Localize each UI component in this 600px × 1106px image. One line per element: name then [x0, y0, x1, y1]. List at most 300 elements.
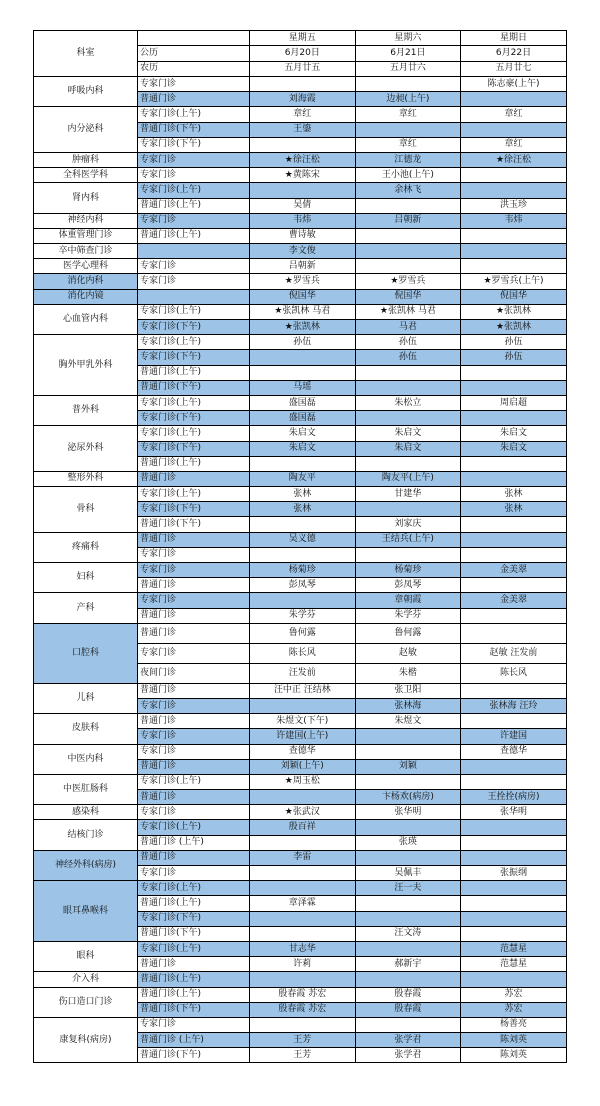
clinic-type: 普通门诊: [138, 608, 250, 623]
doctor-cell: ★黄陈宋: [250, 168, 356, 183]
doctor-cell: 鲁何露: [250, 623, 356, 643]
schedule-row: [34, 881, 567, 896]
doctor-cell: [461, 471, 567, 486]
lunar-date-cell: 五月廿七: [461, 61, 567, 76]
doctor-cell: 马瑶: [250, 380, 356, 395]
doctor-cell: 章红: [461, 137, 567, 152]
doctor-cell: [461, 411, 567, 426]
schedule-row: [34, 487, 567, 502]
header-row-weekday: [34, 31, 567, 46]
department-name: 体重管理门诊: [34, 228, 138, 243]
doctor-cell: 汪中正 汪结林: [250, 683, 356, 698]
doctor-cell: 章泽霖: [250, 896, 356, 911]
clinic-type: 专家门诊(上午): [138, 335, 250, 350]
doctor-cell: [355, 972, 461, 987]
doctor-cell: 洪玉珍: [461, 198, 567, 213]
doctor-cell: [461, 896, 567, 911]
doctor-cell: 吕朝新: [250, 259, 356, 274]
clinic-type: 专家门诊(下午): [138, 350, 250, 365]
doctor-cell: [355, 1017, 461, 1032]
clinic-type: 专家门诊(上午): [138, 881, 250, 896]
doctor-cell: [355, 729, 461, 744]
doctor-cell: [250, 350, 356, 365]
clinic-type: 专家门诊(下午): [138, 911, 250, 926]
clinic-type: 普通门诊(上午): [138, 456, 250, 471]
department-name: 康复科(病房): [34, 1017, 138, 1063]
doctor-cell: 陶友平(上午): [355, 471, 461, 486]
doctor-cell: 倪国华: [461, 289, 567, 304]
clinic-type: 普通门诊: [138, 578, 250, 593]
doctor-cell: [250, 183, 356, 198]
doctor-cell: 盛国磊: [250, 395, 356, 410]
doctor-cell: 朱煜文: [355, 714, 461, 729]
doctor-cell: [355, 774, 461, 789]
doctor-cell: ★张凯林: [461, 304, 567, 319]
doctor-cell: [461, 547, 567, 562]
department-name: 神经外科(病房): [34, 850, 138, 880]
schedule-row: [34, 744, 567, 759]
solar-date-cell: 6月22日: [461, 46, 567, 61]
clinic-type: 专家门诊(下午): [138, 137, 250, 152]
lunar-date-cell: 五月廿六: [355, 61, 461, 76]
clinic-type: 普通门诊(下午): [138, 1048, 250, 1063]
doctor-cell: 张瑛: [355, 835, 461, 850]
doctor-cell: 吕朝新: [355, 213, 461, 228]
clinic-type: 普通门诊: [138, 623, 250, 643]
clinic-type: 专家门诊(上午): [138, 107, 250, 122]
doctor-cell: 张林: [250, 487, 356, 502]
weekday-cell: 星期五: [250, 31, 356, 46]
doctor-cell: 彭凤琴: [355, 578, 461, 593]
doctor-cell: [461, 820, 567, 835]
doctor-cell: 杨菊珍: [355, 563, 461, 578]
doctor-cell: 郝新宇: [355, 957, 461, 972]
doctor-cell: 陈刘英: [461, 1048, 567, 1063]
department-name: 眼耳鼻喉科: [34, 881, 138, 942]
header-label: [138, 31, 250, 46]
doctor-cell: 朱学芬: [250, 608, 356, 623]
doctor-cell: ★周玉松: [250, 774, 356, 789]
doctor-cell: 金美翠: [461, 593, 567, 608]
schedule-row: [34, 805, 567, 820]
department-name: 介入科: [34, 972, 138, 987]
schedule-row: [34, 972, 567, 987]
solar-date-cell: 6月20日: [250, 46, 356, 61]
doctor-cell: 孙伍: [250, 335, 356, 350]
doctor-cell: 朱松立: [355, 395, 461, 410]
doctor-cell: 苏宏: [461, 1002, 567, 1017]
doctor-cell: 查德华: [250, 744, 356, 759]
schedule-row: [34, 213, 567, 228]
department-name: 胸外甲乳外科: [34, 335, 138, 396]
doctor-cell: [461, 759, 567, 774]
doctor-cell: 彭凤琴: [250, 578, 356, 593]
department-name: 产科: [34, 593, 138, 623]
schedule-row: [34, 623, 567, 643]
doctor-cell: 许莉: [250, 957, 356, 972]
doctor-cell: [250, 547, 356, 562]
doctor-cell: 王鎏: [250, 122, 356, 137]
schedule-row: [34, 183, 567, 198]
department-name: 儿科: [34, 683, 138, 713]
doctor-cell: 刘海霞: [250, 92, 356, 107]
schedule-sheet: [33, 30, 566, 1063]
department-name: 结核门诊: [34, 820, 138, 850]
schedule-row: [34, 471, 567, 486]
doctor-cell: [461, 517, 567, 532]
doctor-cell: [250, 137, 356, 152]
doctor-cell: ★张武汉: [250, 805, 356, 820]
schedule-row: [34, 532, 567, 547]
clinic-type: 专家门诊: [138, 274, 250, 289]
department-name: 内分泌科: [34, 107, 138, 153]
doctor-cell: 陈长风: [461, 663, 567, 683]
doctor-cell: [461, 365, 567, 380]
clinic-type: 专家门诊: [138, 805, 250, 820]
doctor-cell: [355, 380, 461, 395]
department-name: 呼吸内科: [34, 77, 138, 107]
doctor-cell: 殷春霞: [355, 987, 461, 1002]
department-name: 伤口造口门诊: [34, 987, 138, 1017]
clinic-type: 专家门诊(上午): [138, 395, 250, 410]
clinic-type: 普通门诊(上午): [138, 987, 250, 1002]
department-name: 肾内科: [34, 183, 138, 213]
doctor-cell: 苏宏: [461, 987, 567, 1002]
doctor-cell: 孙伍: [461, 350, 567, 365]
doctor-cell: 章红: [355, 137, 461, 152]
doctor-cell: ★张凯林: [461, 320, 567, 335]
schedule-row: [34, 683, 567, 698]
schedule-row: [34, 941, 567, 956]
clinic-type: 专家门诊(下午): [138, 320, 250, 335]
clinic-type: 专家门诊: [138, 729, 250, 744]
doctor-cell: [461, 259, 567, 274]
doctor-cell: [461, 578, 567, 593]
doctor-cell: 殷春霞 苏宏: [250, 987, 356, 1002]
doctor-cell: 马君: [355, 320, 461, 335]
doctor-cell: 汪发前: [250, 663, 356, 683]
doctor-cell: 陈志豪(上午): [461, 77, 567, 92]
doctor-cell: 章红: [355, 107, 461, 122]
doctor-cell: 倪国华: [250, 289, 356, 304]
doctor-cell: ★徐汪松: [250, 152, 356, 167]
department-name: 骨科: [34, 487, 138, 533]
doctor-cell: 卞杨欢(病房): [355, 790, 461, 805]
doctor-cell: [355, 198, 461, 213]
schedule-row: [34, 563, 567, 578]
clinic-type: 专家门诊(上午): [138, 820, 250, 835]
schedule-row: [34, 289, 567, 304]
doctor-cell: [461, 774, 567, 789]
doctor-cell: ★罗雪兵: [250, 274, 356, 289]
doctor-cell: 章红: [461, 107, 567, 122]
clinic-type: 专家门诊(上午): [138, 941, 250, 956]
schedule-row: [34, 593, 567, 608]
doctor-cell: 余林飞: [355, 183, 461, 198]
doctor-cell: [461, 623, 567, 643]
doctor-cell: [461, 714, 567, 729]
doctor-cell: 张学君: [355, 1033, 461, 1048]
doctor-cell: 李文俊: [250, 244, 356, 259]
doctor-cell: [355, 411, 461, 426]
doctor-cell: 刘颖(上午): [250, 759, 356, 774]
doctor-cell: 殷百祥: [250, 820, 356, 835]
doctor-cell: 金美翠: [461, 563, 567, 578]
doctor-cell: [461, 972, 567, 987]
doctor-cell: [355, 456, 461, 471]
header-label: 公历: [138, 46, 250, 61]
doctor-cell: [355, 850, 461, 865]
doctor-cell: [250, 456, 356, 471]
doctor-cell: [250, 881, 356, 896]
clinic-type: 专家门诊: [138, 77, 250, 92]
doctor-cell: [250, 972, 356, 987]
doctor-cell: 陈长风: [250, 643, 356, 663]
clinic-type: 普通门诊(下午): [138, 926, 250, 941]
doctor-cell: 张林海: [355, 698, 461, 713]
doctor-cell: 孙伍: [355, 350, 461, 365]
doctor-cell: [461, 168, 567, 183]
schedule-row: [34, 244, 567, 259]
clinic-type: 专家门诊(上午): [138, 487, 250, 502]
schedule-row: [34, 168, 567, 183]
schedule-row: [34, 304, 567, 319]
doctor-cell: 甘建华: [355, 487, 461, 502]
clinic-type: 专家门诊(上午): [138, 774, 250, 789]
department-name: 泌尿外科: [34, 426, 138, 472]
doctor-cell: 朱启文: [250, 441, 356, 456]
clinic-type: 普通门诊: [138, 714, 250, 729]
doctor-cell: 刘颖: [355, 759, 461, 774]
doctor-cell: [250, 926, 356, 941]
clinic-type: 普通门诊: [138, 790, 250, 805]
schedule-row: [34, 107, 567, 122]
department-name: 感染科: [34, 805, 138, 820]
clinic-type: 夜间门诊: [138, 663, 250, 683]
clinic-type: 专家门诊: [138, 152, 250, 167]
doctor-cell: [250, 517, 356, 532]
clinic-type: 普通门诊: [138, 683, 250, 698]
clinic-type: 专家门诊(下午): [138, 502, 250, 517]
doctor-cell: [355, 122, 461, 137]
doctor-cell: 王小池(上午): [355, 168, 461, 183]
doctor-cell: [250, 77, 356, 92]
doctor-cell: [461, 456, 567, 471]
clinic-type: 普通门诊(上午): [138, 896, 250, 911]
doctor-cell: ★张凯林: [250, 320, 356, 335]
clinic-type: 专家门诊: [138, 593, 250, 608]
solar-date-cell: 6月21日: [355, 46, 461, 61]
clinic-type: 专家门诊: [138, 213, 250, 228]
doctor-cell: [250, 790, 356, 805]
department-name: 皮肤科: [34, 714, 138, 744]
doctor-cell: 张林: [250, 502, 356, 517]
schedule-row: [34, 714, 567, 729]
doctor-cell: 张卫阳: [355, 683, 461, 698]
doctor-cell: 倪国华: [355, 289, 461, 304]
doctor-cell: 殷春霞 苏宏: [250, 1002, 356, 1017]
doctor-cell: 张林海 汪玲: [461, 698, 567, 713]
doctor-cell: ★罗雪兵(上午): [461, 274, 567, 289]
doctor-cell: [355, 259, 461, 274]
doctor-cell: [355, 896, 461, 911]
doctor-cell: 韦炜: [461, 213, 567, 228]
department-name: 肿瘤科: [34, 152, 138, 167]
doctor-cell: [461, 835, 567, 850]
doctor-cell: [355, 244, 461, 259]
clinic-type: 专家门诊: [138, 563, 250, 578]
doctor-cell: 朱启文: [355, 441, 461, 456]
doctor-cell: [250, 698, 356, 713]
clinic-type: 普通门诊(上午): [138, 198, 250, 213]
doctor-cell: [461, 122, 567, 137]
department-name: 妇科: [34, 563, 138, 593]
clinic-type: 普通门诊 (上午): [138, 1033, 250, 1048]
department-name: 卒中筛查门诊: [34, 244, 138, 259]
schedule-row: [34, 426, 567, 441]
schedule-row: [34, 228, 567, 243]
doctor-cell: 赵敏: [355, 643, 461, 663]
schedule-row: [34, 77, 567, 92]
department-name: 心血管内科: [34, 304, 138, 334]
doctor-cell: 汪一夫: [355, 881, 461, 896]
doctor-cell: [461, 881, 567, 896]
clinic-type: 专家门诊: [138, 259, 250, 274]
clinic-type: 专家门诊(下午): [138, 411, 250, 426]
clinic-type: 普通门诊: [138, 532, 250, 547]
doctor-cell: ★罗雪兵: [355, 274, 461, 289]
schedule-row: [34, 850, 567, 865]
doctor-cell: [355, 228, 461, 243]
schedule-row: [34, 820, 567, 835]
clinic-type: 普通门诊(上午): [138, 228, 250, 243]
doctor-cell: [250, 911, 356, 926]
doctor-cell: [355, 77, 461, 92]
department-name: 整形外科: [34, 471, 138, 486]
doctor-cell: 盛国磊: [250, 411, 356, 426]
clinic-type: 普通门诊(下午): [138, 517, 250, 532]
schedule-row: [34, 274, 567, 289]
department-name: 疼痛科: [34, 532, 138, 562]
doctor-cell: [355, 502, 461, 517]
doctor-cell: 杨菊珍: [250, 563, 356, 578]
doctor-cell: [461, 911, 567, 926]
clinic-type: 普通门诊(下午): [138, 122, 250, 137]
doctor-cell: 张学君: [355, 1048, 461, 1063]
doctor-cell: 许建国: [461, 729, 567, 744]
doctor-cell: 孙伍: [461, 335, 567, 350]
doctor-cell: 甘志华: [250, 941, 356, 956]
clinic-type: 专家门诊: [138, 643, 250, 663]
clinic-type: 专家门诊: [138, 168, 250, 183]
doctor-cell: [355, 744, 461, 759]
doctor-cell: 朱楷: [355, 663, 461, 683]
doctor-cell: [250, 365, 356, 380]
doctor-cell: [461, 683, 567, 698]
clinic-type: 普通门诊: [138, 759, 250, 774]
department-name: 眼科: [34, 941, 138, 971]
doctor-cell: 张华明: [461, 805, 567, 820]
department-name: 中医肛肠科: [34, 774, 138, 804]
doctor-cell: 周启超: [461, 395, 567, 410]
doctor-cell: 王芳: [250, 1048, 356, 1063]
schedule-row: [34, 774, 567, 789]
clinic-type: 普通门诊(下午): [138, 380, 250, 395]
doctor-cell: [355, 820, 461, 835]
doctor-cell: 查德华: [461, 744, 567, 759]
doctor-cell: 朱煜文(下午): [250, 714, 356, 729]
doctor-cell: 朱启文: [355, 426, 461, 441]
clinic-type: [138, 244, 250, 259]
department-name: 中医内科: [34, 744, 138, 774]
doctor-cell: [355, 547, 461, 562]
doctor-cell: [355, 365, 461, 380]
doctor-cell: 陶友平: [250, 471, 356, 486]
doctor-cell: [461, 380, 567, 395]
department-name: 消化内科: [34, 274, 138, 289]
dept-header: 科室: [34, 31, 138, 77]
schedule-table: [33, 30, 567, 1063]
doctor-cell: [250, 1017, 356, 1032]
doctor-cell: 汪文涛: [355, 926, 461, 941]
department-name: 神经内科: [34, 213, 138, 228]
clinic-type: 专家门诊(上午): [138, 426, 250, 441]
doctor-cell: 张华明: [355, 805, 461, 820]
doctor-cell: [355, 911, 461, 926]
doctor-cell: [461, 183, 567, 198]
department-name: 全科医学科: [34, 168, 138, 183]
doctor-cell: 吴倩: [250, 198, 356, 213]
clinic-type: [138, 289, 250, 304]
clinic-type: 专家门诊(上午): [138, 183, 250, 198]
doctor-cell: [461, 92, 567, 107]
doctor-cell: [461, 244, 567, 259]
doctor-cell: [250, 866, 356, 881]
doctor-cell: 朱学芬: [355, 608, 461, 623]
schedule-row: [34, 259, 567, 274]
clinic-type: 专家门诊(上午): [138, 304, 250, 319]
clinic-type: 专家门诊: [138, 698, 250, 713]
clinic-type: 普通门诊: [138, 92, 250, 107]
weekday-cell: 星期六: [355, 31, 461, 46]
doctor-cell: 王结兵(上午): [355, 532, 461, 547]
schedule-row: [34, 987, 567, 1002]
doctor-cell: 张林: [461, 502, 567, 517]
department-name: 医学心理科: [34, 259, 138, 274]
doctor-cell: [461, 608, 567, 623]
doctor-cell: ★徐汪松: [461, 152, 567, 167]
doctor-cell: 朱启文: [250, 426, 356, 441]
clinic-type: 普通门诊: [138, 850, 250, 865]
clinic-type: 专家门诊: [138, 866, 250, 881]
doctor-cell: 张振纲: [461, 866, 567, 881]
doctor-cell: [461, 532, 567, 547]
doctor-cell: 韦炜: [250, 213, 356, 228]
department-name: 普外科: [34, 395, 138, 425]
clinic-type: 普通门诊(上午): [138, 365, 250, 380]
clinic-type: 普通门诊: [138, 471, 250, 486]
doctor-cell: 王拴拴(病房): [461, 790, 567, 805]
department-name: 消化内镜: [34, 289, 138, 304]
clinic-type: 普通门诊 (上午): [138, 835, 250, 850]
doctor-cell: 许建国(上午): [250, 729, 356, 744]
doctor-cell: 刘家庆: [355, 517, 461, 532]
doctor-cell: [461, 228, 567, 243]
doctor-cell: [250, 593, 356, 608]
doctor-cell: [250, 835, 356, 850]
lunar-date-cell: 五月廿五: [250, 61, 356, 76]
doctor-cell: [355, 941, 461, 956]
